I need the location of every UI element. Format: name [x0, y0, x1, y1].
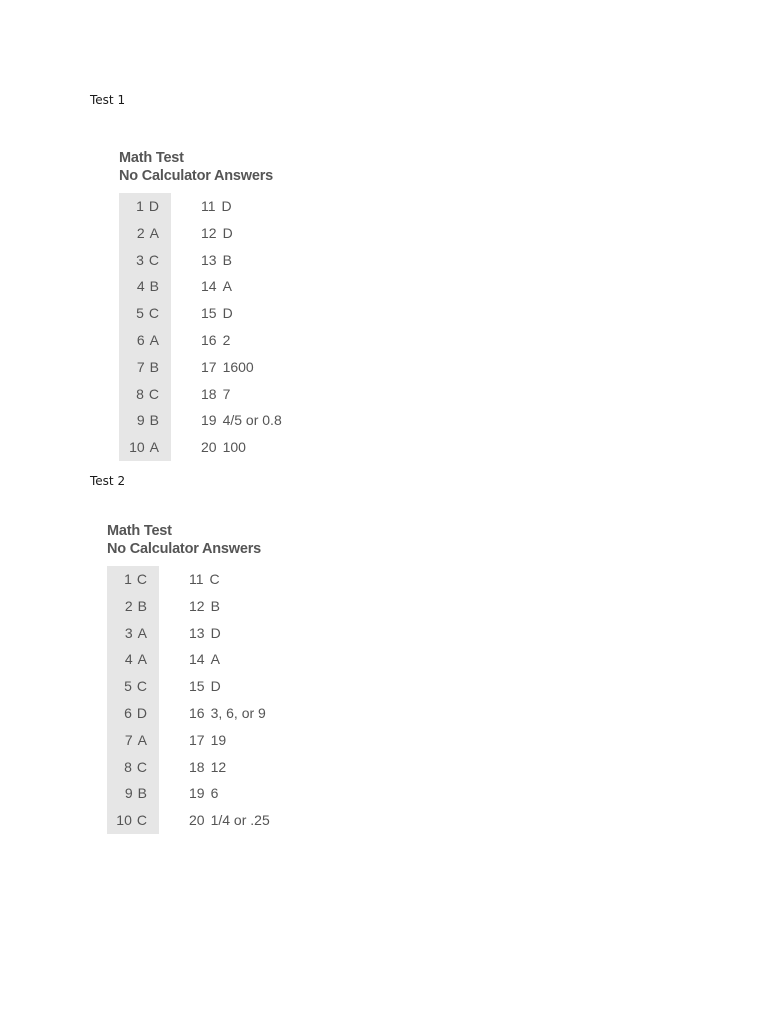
- answer-row: [201, 354, 282, 381]
- test-1-answer-block: [119, 149, 282, 461]
- question-number: 13: [189, 624, 205, 641]
- question-number: 7: [136, 358, 145, 375]
- answer-value: D: [210, 624, 221, 641]
- answer-value: B: [222, 251, 232, 268]
- answer-column-left: [107, 566, 159, 834]
- answer-row: [107, 780, 159, 807]
- answer-row: [107, 807, 159, 834]
- answer-row: [119, 327, 171, 354]
- answer-value: 12: [210, 758, 227, 775]
- question-number: 9: [136, 412, 145, 429]
- question-number: 10: [116, 812, 132, 829]
- test-2-label: Test 2: [90, 474, 126, 488]
- answer-value: C: [148, 385, 159, 402]
- answer-value: 4/5 or 0.8: [222, 412, 282, 429]
- question-number: 15: [201, 305, 217, 322]
- answer-column-left: [119, 193, 171, 461]
- answer-row: [189, 646, 270, 673]
- answer-row: [119, 434, 171, 461]
- answer-row: [119, 220, 171, 247]
- question-number: 9: [124, 785, 133, 802]
- question-number: 17: [201, 358, 217, 375]
- answer-row: [201, 247, 282, 274]
- question-number: 16: [189, 704, 205, 721]
- question-number: 2: [124, 597, 133, 614]
- answer-value: B: [210, 597, 220, 614]
- answer-row: [189, 754, 270, 781]
- answer-row: [119, 273, 171, 300]
- block-title-line1: Math Test: [119, 150, 184, 166]
- answer-table: [107, 566, 270, 834]
- answer-row: [119, 300, 171, 327]
- question-number: 10: [129, 439, 145, 456]
- answer-value: A: [137, 624, 147, 641]
- answer-value: A: [137, 651, 147, 668]
- question-number: 14: [189, 651, 205, 668]
- question-number: 18: [189, 758, 205, 775]
- test-1-label: Test 1: [90, 93, 126, 107]
- question-number: 6: [124, 704, 132, 721]
- answer-value: 7: [222, 385, 231, 402]
- answer-row: [201, 220, 282, 247]
- answer-value: C: [136, 758, 147, 775]
- question-number: 11: [189, 571, 204, 587]
- answer-row: [107, 620, 159, 647]
- answer-value: 1600: [222, 358, 254, 375]
- answer-value: B: [149, 278, 159, 295]
- answer-value: C: [148, 251, 159, 268]
- answer-value: A: [222, 278, 232, 295]
- question-number: 12: [189, 597, 205, 614]
- answer-table: [119, 193, 282, 461]
- block-title-line2: No Calculator Answers: [107, 541, 261, 557]
- answer-value: B: [137, 785, 147, 802]
- answer-value: C: [136, 678, 147, 695]
- question-number: 2: [136, 224, 145, 241]
- answer-row: [107, 727, 159, 754]
- question-number: 15: [189, 678, 205, 695]
- answer-row: [201, 273, 282, 300]
- answer-value: 100: [222, 439, 246, 456]
- answer-row: [201, 381, 282, 408]
- question-number: 16: [201, 331, 217, 348]
- answer-value: D: [136, 704, 147, 721]
- answer-row: [189, 566, 270, 593]
- answer-row: [119, 193, 171, 220]
- question-number: 19: [189, 785, 205, 802]
- answer-row: [107, 593, 159, 620]
- question-number: 5: [136, 305, 144, 322]
- question-number: 20: [189, 812, 205, 829]
- question-number: 3: [136, 251, 144, 268]
- question-number: 8: [136, 385, 144, 402]
- answer-row: [201, 193, 282, 220]
- answer-value: D: [222, 224, 233, 241]
- answer-row: [189, 727, 270, 754]
- answer-value: C: [136, 571, 147, 587]
- question-number: 5: [124, 678, 132, 695]
- question-number: 19: [201, 412, 217, 429]
- answer-value: A: [210, 651, 220, 668]
- answer-row: [119, 247, 171, 274]
- question-number: 4: [136, 278, 145, 295]
- test-2-answer-block: [107, 522, 270, 834]
- answer-row: [119, 407, 171, 434]
- answer-row: [107, 700, 159, 727]
- question-number: 7: [124, 731, 133, 748]
- question-number: 13: [201, 251, 217, 268]
- answer-row: [107, 673, 159, 700]
- answer-value: A: [149, 224, 159, 241]
- answer-value: C: [209, 571, 220, 587]
- answer-value: B: [149, 412, 159, 429]
- block-title-line2: No Calculator Answers: [119, 168, 273, 184]
- answer-value: A: [137, 731, 147, 748]
- question-number: 1: [136, 198, 144, 214]
- question-number: 8: [124, 758, 132, 775]
- question-number: 6: [136, 331, 145, 348]
- answer-value: 1/4 or .25: [210, 812, 270, 829]
- answer-row: [119, 381, 171, 408]
- question-number: 11: [201, 198, 216, 214]
- answer-row: [201, 300, 282, 327]
- question-number: 3: [124, 624, 133, 641]
- answer-value: B: [149, 358, 159, 375]
- answer-row: [201, 434, 282, 461]
- question-number: 18: [201, 385, 217, 402]
- answer-row: [189, 593, 270, 620]
- answer-row: [201, 327, 282, 354]
- answer-value: D: [148, 198, 159, 214]
- answer-row: [189, 620, 270, 647]
- answer-value: 2: [222, 331, 231, 348]
- answer-row: [189, 780, 270, 807]
- answer-row: [119, 354, 171, 381]
- block-title-line1: Math Test: [107, 523, 172, 539]
- answer-row: [189, 807, 270, 834]
- question-number: 20: [201, 439, 217, 456]
- answer-value: D: [221, 198, 232, 214]
- answer-value: A: [149, 331, 159, 348]
- answer-value: 3, 6, or 9: [210, 704, 266, 721]
- answer-value: C: [148, 305, 159, 322]
- answer-row: [107, 754, 159, 781]
- answer-row: [107, 566, 159, 593]
- answer-value: 6: [210, 785, 219, 802]
- answer-value: 19: [210, 731, 227, 748]
- question-number: 4: [124, 651, 133, 668]
- answer-row: [107, 646, 159, 673]
- answer-value: B: [137, 597, 147, 614]
- answer-value: A: [149, 439, 159, 456]
- question-number: 17: [189, 731, 205, 748]
- answer-value: D: [210, 678, 221, 695]
- answer-row: [189, 700, 270, 727]
- answer-row: [189, 673, 270, 700]
- answer-column-right: [171, 193, 282, 461]
- question-number: 12: [201, 224, 217, 241]
- answer-value: C: [136, 812, 147, 829]
- question-number: 1: [124, 571, 132, 587]
- answer-column-right: [159, 566, 270, 834]
- question-number: 14: [201, 278, 217, 295]
- answer-row: [201, 407, 282, 434]
- answer-value: D: [222, 305, 233, 322]
